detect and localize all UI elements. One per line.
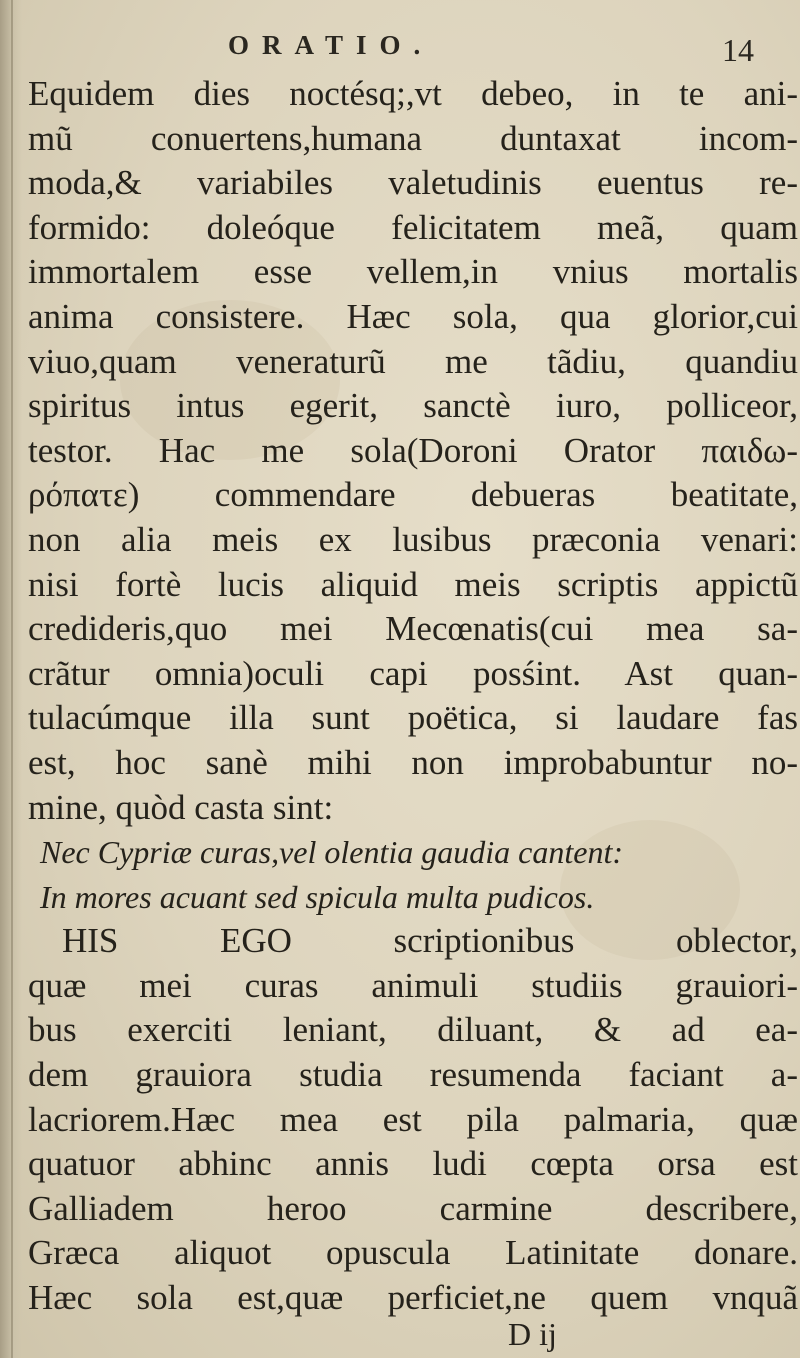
- text-line: anima consistere. Hæc sola, qua glorior,cui: [28, 296, 798, 336]
- text-line: quæ mei curas animuli studiis grauiori-: [28, 965, 798, 1005]
- text-line: non alia meis ex lusibus præconia venari:: [28, 519, 798, 559]
- text-line: Equidem dies noctésq;,vt debeo, in te ani-: [28, 74, 798, 113]
- text-line: credideris,quo mei Mecœnatis(cui mea sa-: [28, 609, 798, 649]
- running-head-title: ORATIO.: [228, 30, 434, 60]
- folio-number: 14: [722, 32, 754, 68]
- text-line: est, hoc sanè mihi non improbabuntur no-: [28, 742, 798, 782]
- page-edge: [11, 0, 13, 1358]
- text-line: dem grauiora studia resumenda faciant a-: [28, 1055, 798, 1095]
- signature-mark: D ij: [508, 1316, 557, 1352]
- text-line: Hæc sola est,quæ perficiet,ne quem vnquã: [28, 1278, 798, 1318]
- text-line: formido: doleóque felicitatem meã, quam: [28, 207, 798, 247]
- text-line: mine, quòd casta sint:: [28, 787, 334, 827]
- text-line: nisi fortè lucis aliquid meis scriptis appictũ: [28, 564, 798, 604]
- text-line: moda,& variabiles valetudinis euentus re-: [28, 163, 798, 203]
- text-line: crãtur omnia)oculi capi posśint. Ast quan-: [28, 653, 798, 693]
- text-line: mũ conuertens,humana duntaxat incom-: [28, 118, 798, 158]
- text-line: tulacúmque illa sunt poëtica, si laudare fas: [28, 698, 798, 738]
- text-line: quatuor abhinc annis ludi cœpta orsa est: [28, 1144, 798, 1184]
- signature-row: [0, 1316, 800, 1356]
- text-line: immortalem esse vellem,in vnius mortalis: [28, 252, 798, 292]
- verse-line: Nec Cypriæ curas,vel olentia gaudia cantent:: [40, 834, 623, 871]
- text-line: lacriorem.Hæc mea est pila palmaria, quæ: [28, 1099, 798, 1139]
- text-line: bus exerciti leniant, diluant, & ad ea-: [28, 1010, 798, 1050]
- text-line: viuo,quam veneraturũ me tãdiu, quandiu: [28, 341, 798, 381]
- text-line: Galliadem heroo carmine describere,: [28, 1188, 798, 1228]
- text-block: [28, 72, 798, 1321]
- text-line: testor. Hac me sola(Doroni Orator παιδω-: [28, 430, 798, 470]
- text-line: spiritus intus egerit, sanctè iuro, polliceor,: [28, 386, 798, 426]
- text-line: ρόπατε) commendare debueras beatitate,: [28, 475, 798, 515]
- text-line: Græca aliquot opuscula Latinitate donare.: [28, 1233, 798, 1273]
- text-line: HIS EGO scriptionibus oblector,: [62, 921, 798, 961]
- verse-line: In mores acuant sed spicula multa pudicos.: [40, 878, 595, 915]
